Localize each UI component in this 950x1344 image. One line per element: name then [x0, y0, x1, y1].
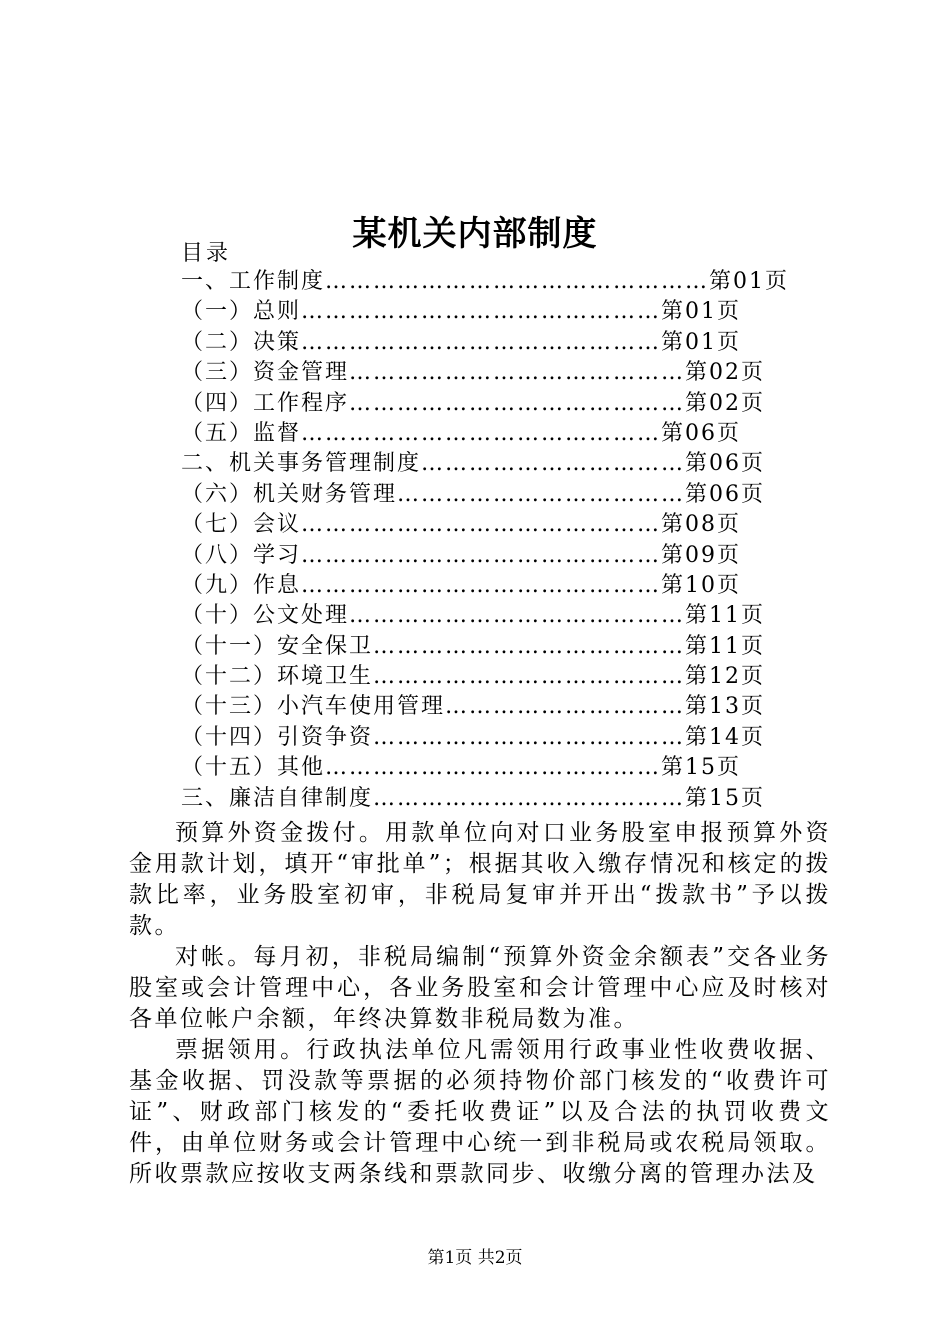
toc-entry: （十二）环境卫生…………………………………第12页 [181, 664, 765, 690]
toc-entry: （十一）安全保卫…………………………………第11页 [181, 633, 765, 659]
toc-entry: （十四）引资争资…………………………………第14页 [181, 724, 765, 750]
toc-entry: 二、机关事务管理制度……………………………第06页 [181, 451, 765, 477]
document-title: 某机关内部制度 [352, 213, 598, 254]
paragraph: 对帐。每月初，非税局编制“预算外资金余额表”交各业务股室或会计管理中心，各业务股室和会计管理中心应及时核对各单位帐户余额，年终决算数非税局数为准。 [129, 944, 831, 1032]
toc-entry: （六）机关财务管理………………………………第06页 [181, 481, 765, 507]
body-text [129, 818, 831, 1190]
toc-entry: （十五）其他……………………………………第15页 [181, 755, 741, 781]
toc-heading: 目录 [181, 241, 232, 266]
page-footer: 第1页 共2页 [427, 1248, 523, 1268]
toc-entry: （八）学习………………………………………第09页 [181, 542, 741, 568]
toc-entry: （二）决策………………………………………第01页 [181, 329, 741, 355]
toc-entry: （十）公文处理……………………………………第11页 [181, 603, 765, 629]
toc-entry: 三、廉洁自律制度…………………………………第15页 [181, 785, 765, 811]
toc-entry: （四）工作程序……………………………………第02页 [181, 390, 765, 416]
paragraph: 预算外资金拨付。用款单位向对口业务股室申报预算外资金用款计划，填开“审批单”；根据其收入缴存情况和核定的拨款比率，业务股室初审，非税局复审并开出“拨款书”予以拨款。 [129, 820, 831, 939]
toc-entry: （一）总则………………………………………第01页 [181, 299, 741, 325]
toc-entry: （十三）小汽车使用管理…………………………第13页 [181, 694, 765, 720]
toc-entry: （五）监督………………………………………第06页 [181, 420, 741, 446]
toc-entry: （七）会议………………………………………第08页 [181, 512, 741, 538]
toc-entry: 一、工作制度…………………………………………第01页 [181, 269, 789, 294]
table-of-contents [181, 267, 801, 814]
toc-entry: （九）作息………………………………………第10页 [181, 572, 741, 598]
toc-entry: （三）资金管理……………………………………第02页 [181, 360, 765, 386]
paragraph: 票据领用。行政执法单位凡需领用行政事业性收费收据、基金收据、罚没款等票据的必须持物价部门核发的“收费许可证”、财政部门核发的“委托收费证”以及合法的执罚收费文件，由单位财务或会计管理中心统一到非税局或农税局领取。所收票款应按收支两条线和票款同步、收缴分离的管理办法及 [129, 1037, 831, 1187]
